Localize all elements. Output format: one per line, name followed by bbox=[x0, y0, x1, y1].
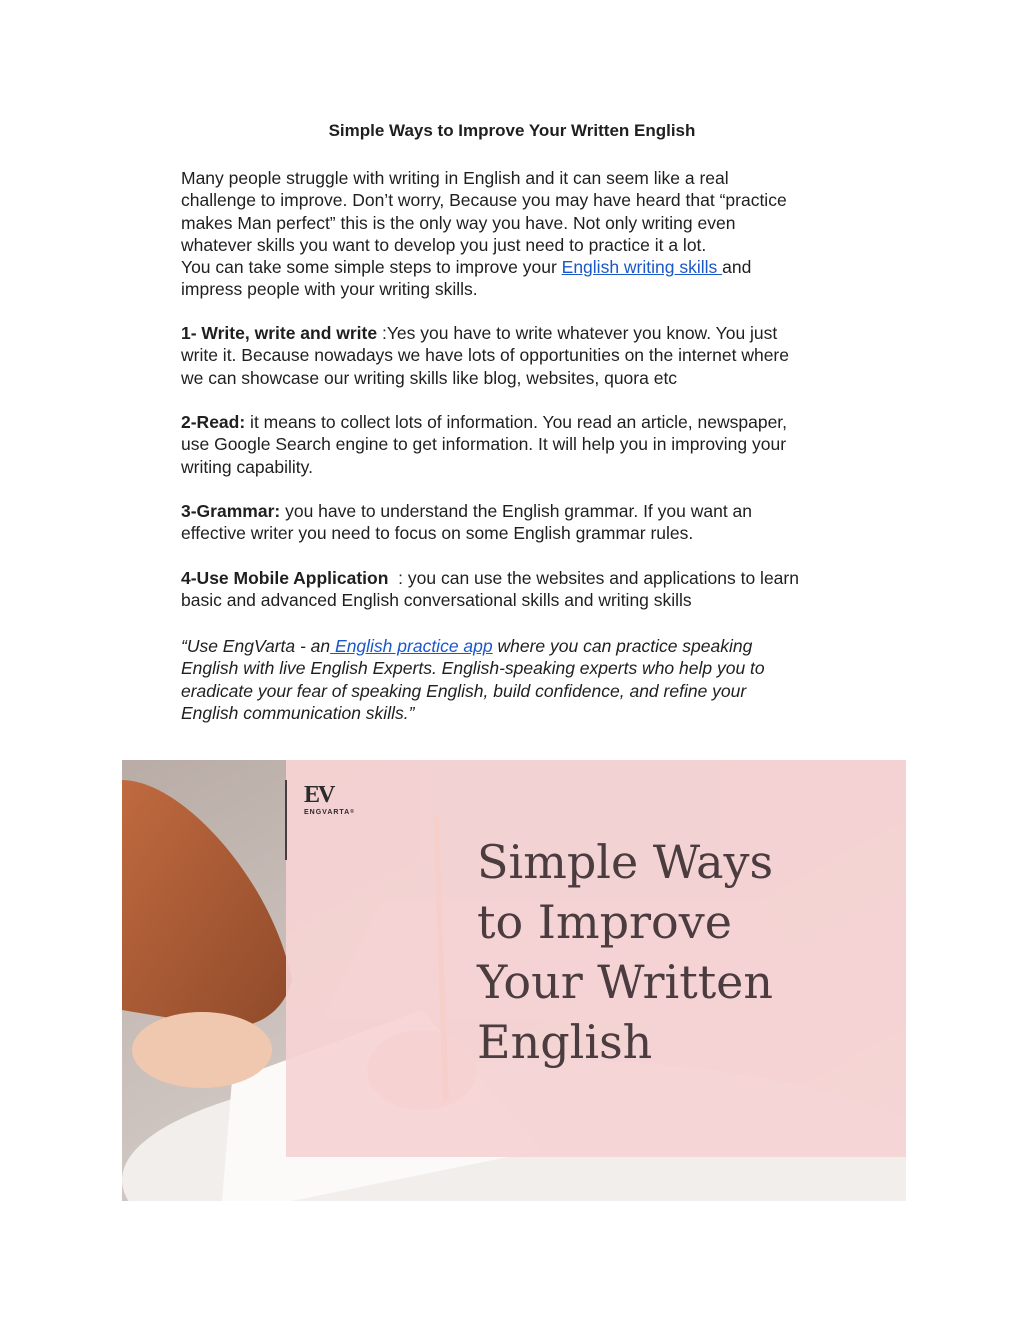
tip-line bbox=[181, 500, 871, 522]
quote-line: English with live English Experts. English-speaking experts who help you to bbox=[181, 658, 765, 679]
quote-line: eradicate your fear of speaking English, build confidence, and refine your bbox=[181, 680, 747, 701]
tip-line: writing capability. bbox=[181, 456, 313, 477]
logo-registered-mark: ® bbox=[350, 809, 355, 815]
banner-heading-line: Your Written bbox=[477, 955, 774, 1009]
tip-mobile-app bbox=[181, 567, 871, 612]
tip-text: :Yes you have to write whatever you know. You just bbox=[377, 323, 778, 343]
engvarta-quote bbox=[181, 635, 871, 724]
intro-line: makes Man perfect” this is the only way you have. Not only writing even bbox=[181, 212, 736, 233]
tip-text: you have to understand the English grammar. If you want an bbox=[280, 501, 753, 521]
tip-line: we can showcase our writing skills like blog, websites, quora etc bbox=[181, 367, 678, 388]
banner-heading-line: Simple Ways bbox=[477, 835, 774, 889]
tip-line bbox=[181, 411, 871, 433]
intro-line: Many people struggle with writing in English and it can seem like a real bbox=[181, 168, 729, 188]
tip-heading: 3-Grammar: bbox=[181, 501, 281, 521]
intro-line: challenge to improve. Don’t worry, Because you may have heard that “practice bbox=[181, 190, 787, 211]
intro-line: whatever skills you want to develop you just need to practice it a lot. bbox=[181, 234, 707, 255]
engvarta-logo bbox=[304, 782, 374, 816]
tip-line bbox=[181, 567, 871, 589]
intro-paragraph bbox=[181, 167, 871, 301]
banner-image bbox=[122, 760, 906, 1201]
banner-heading-line: to Improve bbox=[477, 895, 732, 949]
intro-text: You can take some simple steps to improve your bbox=[181, 257, 562, 278]
tip-line: basic and advanced English conversational skills and writing skills bbox=[181, 590, 692, 611]
tip-line: effective writer you need to focus on some English grammar rules. bbox=[181, 523, 694, 544]
quote-line: English communication skills.” bbox=[181, 702, 415, 723]
intro-text: and bbox=[722, 257, 752, 278]
tip-line bbox=[181, 322, 871, 344]
quote-text: where you can practice speaking bbox=[492, 636, 753, 656]
left-hand bbox=[132, 1012, 272, 1088]
tip-heading: 1- Write, write and write bbox=[181, 323, 378, 343]
tip-heading: 4-Use Mobile Application bbox=[181, 568, 389, 588]
tip-text: it means to collect lots of information. You read an article, newspaper, bbox=[245, 412, 788, 432]
intro-line: impress people with your writing skills. bbox=[181, 279, 478, 300]
banner-heading bbox=[477, 832, 773, 1072]
intro-line bbox=[181, 256, 871, 278]
logo-name-text: ENGVARTA bbox=[304, 809, 351, 816]
logo-name bbox=[304, 809, 374, 816]
quote-line bbox=[181, 635, 871, 657]
tip-line: use Google Search engine to get information. It will help you in improving your bbox=[181, 434, 787, 455]
tip-text: : you can use the websites and applications to learn bbox=[388, 568, 799, 588]
english-writing-skills-link[interactable]: English writing skills bbox=[561, 257, 723, 278]
tip-heading: 2-Read: bbox=[181, 412, 246, 432]
tip-grammar bbox=[181, 500, 871, 545]
logo-letters: EV bbox=[304, 782, 334, 808]
tip-line: write it. Because nowadays we have lots of opportunities on the internet where bbox=[181, 345, 789, 366]
tip-write bbox=[181, 322, 871, 389]
english-practice-app-link[interactable]: English practice app bbox=[330, 636, 493, 656]
tip-read bbox=[181, 411, 871, 478]
banner-heading-line: English bbox=[477, 1015, 653, 1069]
document-title: Simple Ways to Improve Your Written English bbox=[328, 121, 696, 140]
quote-text: “Use EngVarta - an bbox=[181, 636, 331, 656]
